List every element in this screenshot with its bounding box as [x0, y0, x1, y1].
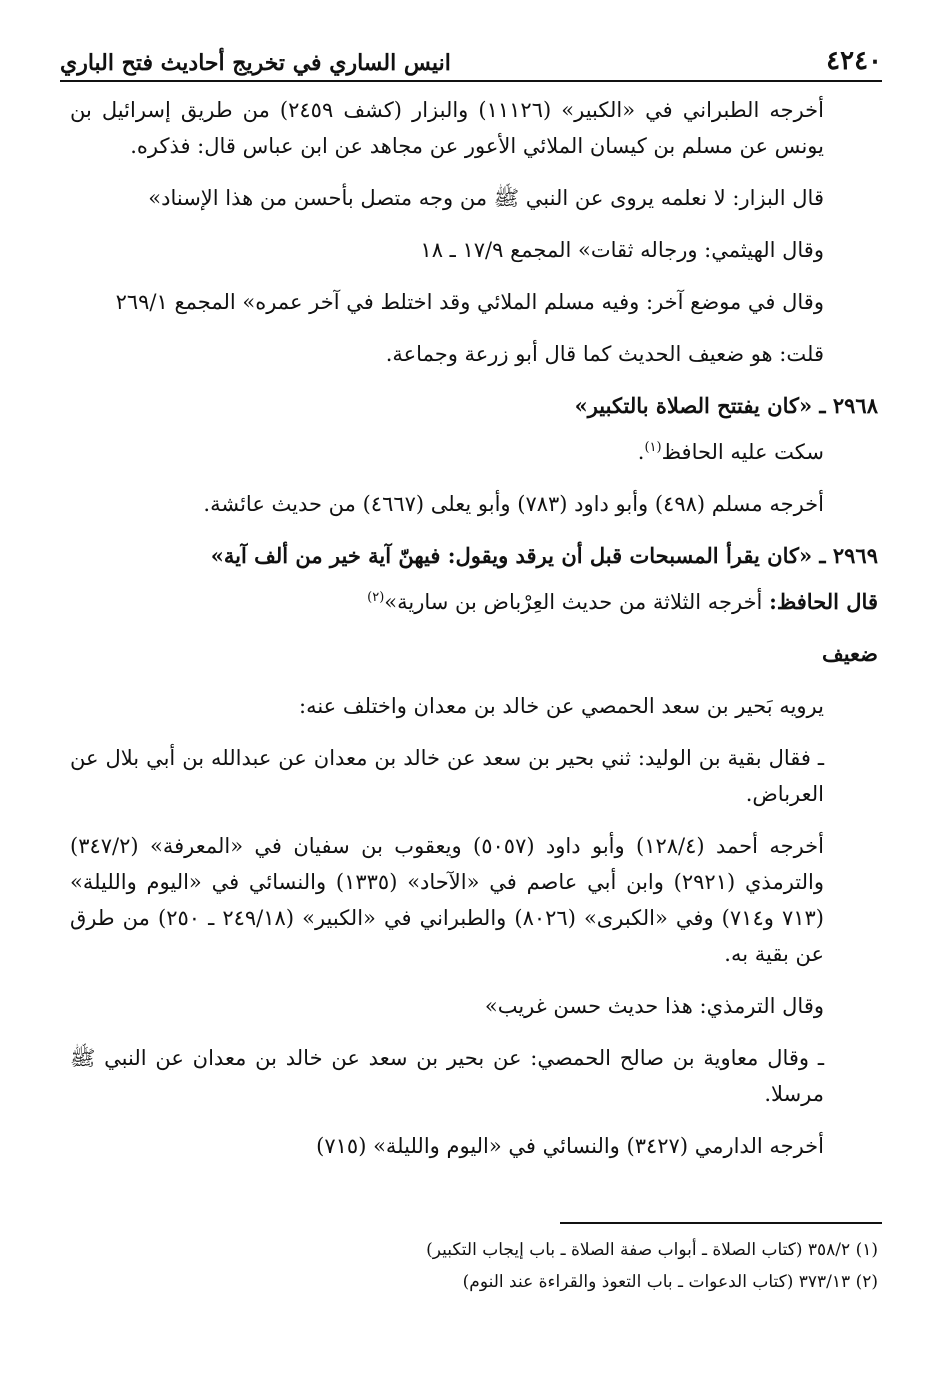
hadith-heading: ٢٩٦٨ ـ «كان يفتتح الصلاة بالتكبير» [574, 393, 878, 418]
paragraph: قال البزار: لا نعلمه يروى عن النبي ﷺ من وجه متصل بأحسن من هذا الإسناد» [148, 186, 824, 210]
paragraph: وقال الترمذي: هذا حديث حسن غريب» [484, 994, 824, 1018]
paragraph: أخرجه الدارمي (٣٤٢٧) والنسائي في «اليوم والليلة» (٧١٥) [316, 1134, 824, 1158]
paragraph: أخرجه أحمد (١٢٨/٤) وأبو داود (٥٠٥٧) ويعقوب بن سفيان في «المعرفة» (٣٤٧/٢) والترمذي (٢٩٢١) وابن أبي عاصم في «الآحاد» (١٣٣٥) والنسائي في «اليوم والليلة» (٧١٣ و٧١٤) وفي «الكبرى» (٨٠٢٦) والطبراني في «الكبير» (٢٤٩/١٨ ـ ٢٥٠) من طرق عن بقية به. [70, 834, 824, 966]
paragraph: قلت: هو ضعيف الحديث كما قال أبو زرعة وجماعة. [385, 342, 824, 366]
page-header [60, 32, 882, 76]
paragraph-text: أخرجه الثلاثة من حديث العِرْباض بن سارية» [384, 590, 763, 614]
paragraph: سكت عليه الحافظ$^{(١)}$. [637, 440, 824, 464]
paragraph: ـ وقال معاوية بن صالح الحمصي: عن بحير بن سعد عن خالد بن معدان عن النبي ﷺ مرسلا. [70, 1046, 824, 1106]
footnote: (٢) ٣٧٣/١٣ (كتاب الدعوات ـ باب التعوذ والقراءة عند النوم) [462, 1272, 878, 1292]
footnotes [240, 1234, 878, 1298]
footnote-mark: (١) [644, 440, 662, 455]
footnote-rule [560, 1222, 882, 1224]
paragraph: وقال الهيثمي: ورجاله ثقات» المجمع ١٧/٩ ـ ١٨ [420, 238, 824, 262]
paragraph: أخرجه مسلم (٤٩٨) وأبو داود (٧٨٣) وأبو يعلى (٤٦٦٧) من حديث عائشة. [203, 492, 824, 516]
paragraph: ـ فقال بقية بن الوليد: ثني بحير بن سعد عن خالد بن معدان عن عبدالله بن أبي بلال عن العرباض. [70, 746, 824, 806]
footnote-mark: (٢) [367, 590, 385, 605]
paragraph-text: سكت عليه الحافظ [661, 440, 824, 464]
main-text [70, 92, 878, 1180]
running-title: انيس الساري في تخريج أحاديث فتح الباري [60, 50, 451, 76]
paragraph [70, 580, 878, 620]
footnote: (١) ٣٥٨/٢ (كتاب الصلاة ـ أبواب صفة الصلاة ـ باب إيجاب التكبير) [426, 1240, 878, 1260]
hadith-heading: ٢٩٦٩ ـ «كان يقرأ المسبحات قبل أن يرقد ويقول: فيهنّ آية خير من ألف آية» [210, 543, 878, 568]
header-rule [60, 80, 882, 82]
paragraph: أخرجه الطبراني في «الكبير» (١١١٢٦) والبزار (كشف ٢٤٥٩) من طريق إسرائيل بن يونس عن مسلم بن كيسان الملائي الأعور عن مجاهد عن ابن عباس قال: فذكره. [70, 98, 825, 158]
paragraph: وقال في موضع آخر: وفيه مسلم الملائي وقد اختلط في آخر عمره» المجمع ٢٦٩/١ [115, 290, 824, 314]
paragraph: يرويه بَحير بن سعد الحمصي عن خالد بن معدان واختلف عنه: [299, 694, 824, 718]
page-number: ٤٢٤٠ [826, 46, 882, 76]
grade-label: ضعيف [821, 641, 878, 666]
hafiz-label: قال الحافظ: [769, 589, 878, 614]
